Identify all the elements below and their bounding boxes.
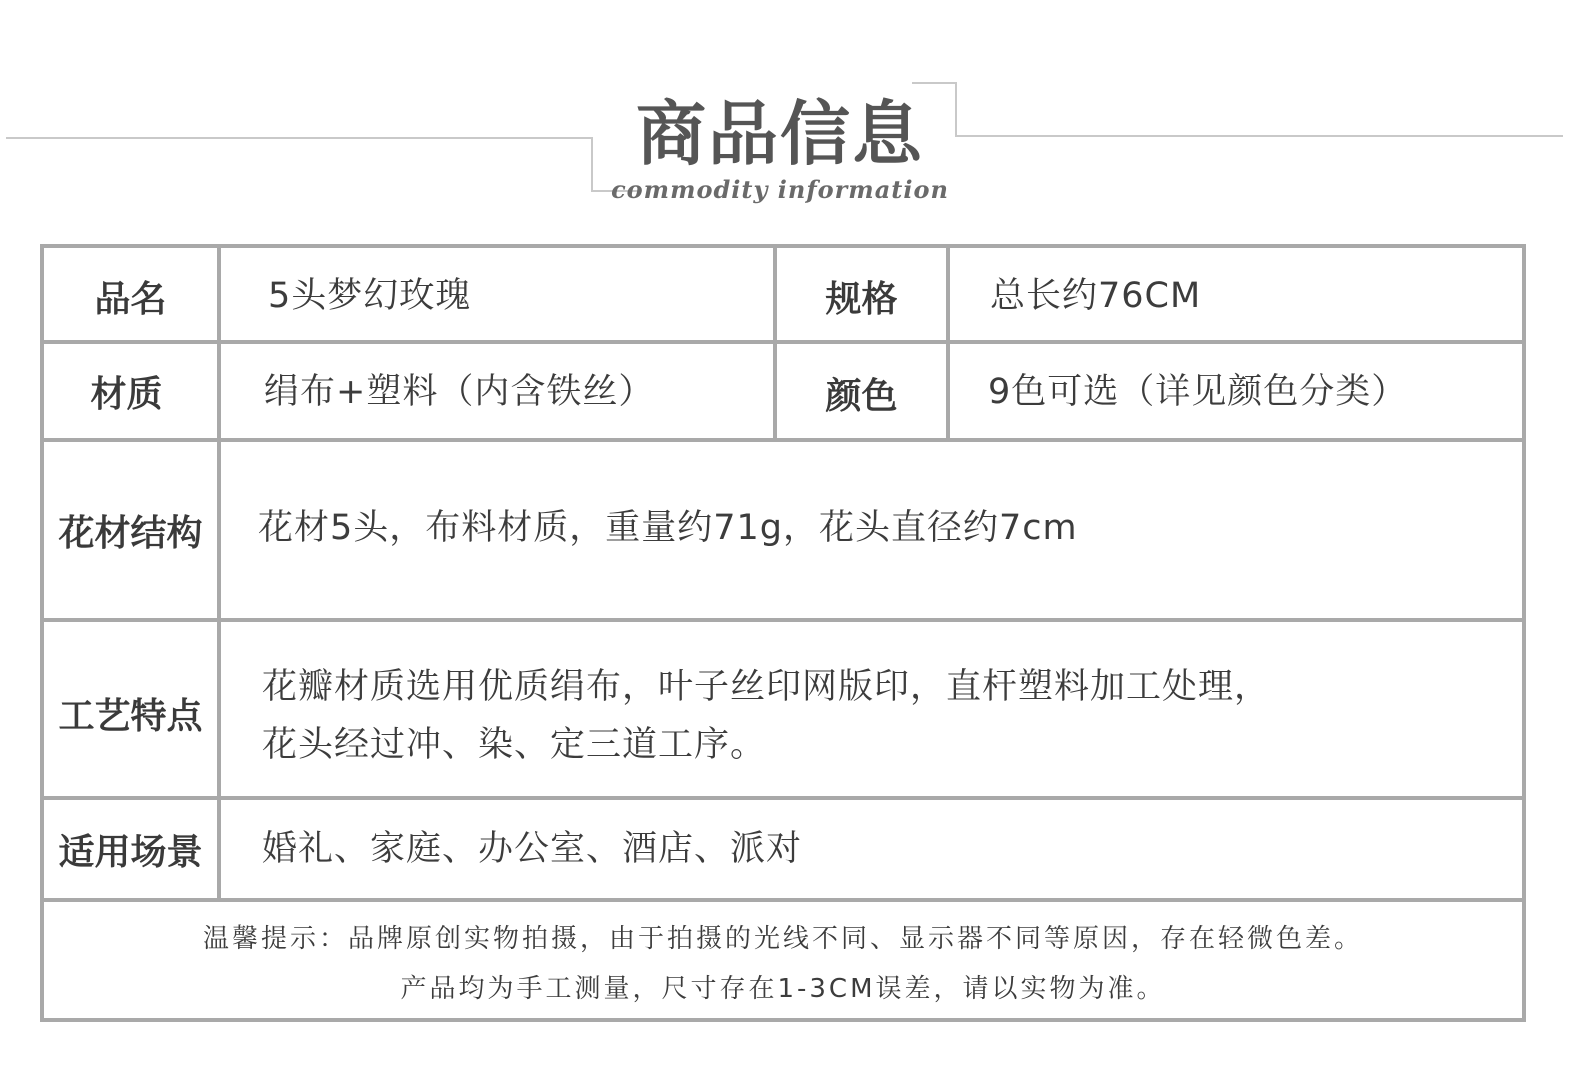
value-structure: 花材5头，布料材质，重量约71g，花头直径约7cm <box>258 508 1078 548</box>
value-craft-line2: 花头经过冲、染、定三道工序。 <box>262 725 767 765</box>
header-left-bracket-vertical <box>591 137 593 191</box>
value-material: 绢布+塑料（内含铁丝） <box>264 372 655 412</box>
label-column-divider <box>217 248 221 898</box>
header-left-line <box>6 137 591 139</box>
value-spec: 总长约76CM <box>990 276 1202 316</box>
value-color: 9色可选（详见颜色分类） <box>988 372 1408 412</box>
label-spec: 规格 <box>825 278 898 320</box>
label-product-name: 品名 <box>94 278 167 320</box>
label-craft: 工艺特点 <box>58 695 203 737</box>
notes-section <box>44 902 1522 1018</box>
label-structure: 花材结构 <box>58 512 203 554</box>
value-craft-line1: 花瓣材质选用优质绢布，叶子丝印网版印，直杆塑料加工处理， <box>262 667 1271 707</box>
label-scenes: 适用场景 <box>58 831 203 873</box>
value-product-name: 5头梦幻玫瑰 <box>268 276 472 316</box>
header-right-line <box>955 135 1563 137</box>
notes-line-1: 温馨提示：品牌原创实物拍摄，由于拍摄的光线不同、显示器不同等原因，存在轻微色差。 <box>202 924 1363 954</box>
value-scenes: 婚礼、家庭、办公室、酒店、派对 <box>262 829 803 869</box>
page-title: 商品信息 <box>636 93 924 175</box>
mid-label-column-divider <box>946 248 950 438</box>
notes-line-2: 产品均为手工测量，尺寸存在1-3CM误差，请以实物为准。 <box>400 974 1166 1004</box>
row-divider <box>44 618 1522 622</box>
header-right-bracket-top <box>912 82 957 84</box>
label-material: 材质 <box>90 373 163 415</box>
page-subtitle: commodity information <box>611 175 949 204</box>
label-color: 颜色 <box>825 375 898 417</box>
